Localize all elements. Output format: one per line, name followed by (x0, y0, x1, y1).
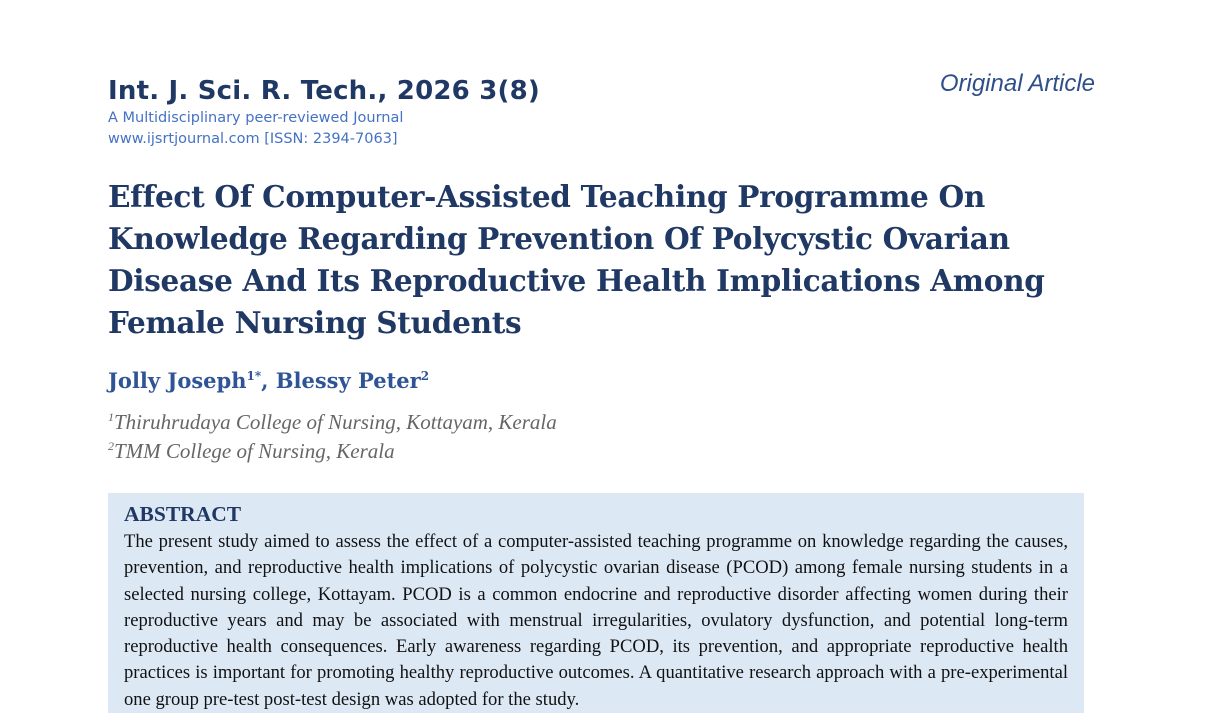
author-name: Blessy Peter (275, 368, 421, 393)
affiliation-text: TMM College of Nursing, Kerala (114, 439, 395, 463)
affiliation-1 (108, 410, 557, 435)
paper-title: Effect Of Computer-Assisted Teaching Programme On Knowledge Regarding Prevention Of Polycystic Ovarian Disease And Its Reproductive Health Implications Among Female Nursing Students (108, 179, 1045, 340)
affiliation-2 (108, 439, 395, 464)
article-type-label: Original Article (939, 70, 1095, 97)
journal-url-issn: www.ijsrtjournal.com [ISSN: 2394-7063] (108, 131, 398, 147)
author-name: Jolly Joseph (108, 368, 247, 393)
journal-title: Int. J. Sci. R. Tech., 2026 3(8) (108, 76, 540, 106)
affiliation-number: 1 (108, 410, 114, 424)
author-separator: , (261, 368, 276, 393)
abstract-box (108, 493, 1084, 713)
abstract-heading: ABSTRACT (124, 502, 242, 526)
author-affiliation-mark: 2 (420, 369, 430, 383)
affiliation-text: Thiruhrudaya College of Nursing, Kottayam, Kerala (114, 410, 557, 434)
journal-header (108, 74, 540, 150)
journal-tagline: A Multidisciplinary peer-reviewed Journal (108, 110, 404, 126)
author-list (108, 368, 429, 393)
affiliation-number: 2 (108, 439, 114, 453)
abstract-text: The present study aimed to assess the effect of a computer-assisted teaching programme on knowledge regarding the causes, prevention, and reproductive health implications of polycystic ovarian disease (PCOD) among female nursing students in a selected nursing college, Kottayam. PCOD is a common endocrine and reproductive disorder affecting women during their reproductive years and may be associated with menstrual irregularities, ovulatory dysfunction, and potential long-term reproductive health consequences. Early awareness regarding PCOD, its prevention, and appropriate reproductive health practices is important for promoting healthy reproductive outcomes. A quantitative research approach with a pre-experimental one group pre-test post-test design was adopted for the study. (124, 531, 1068, 710)
author-affiliation-mark: 1* (246, 369, 262, 383)
